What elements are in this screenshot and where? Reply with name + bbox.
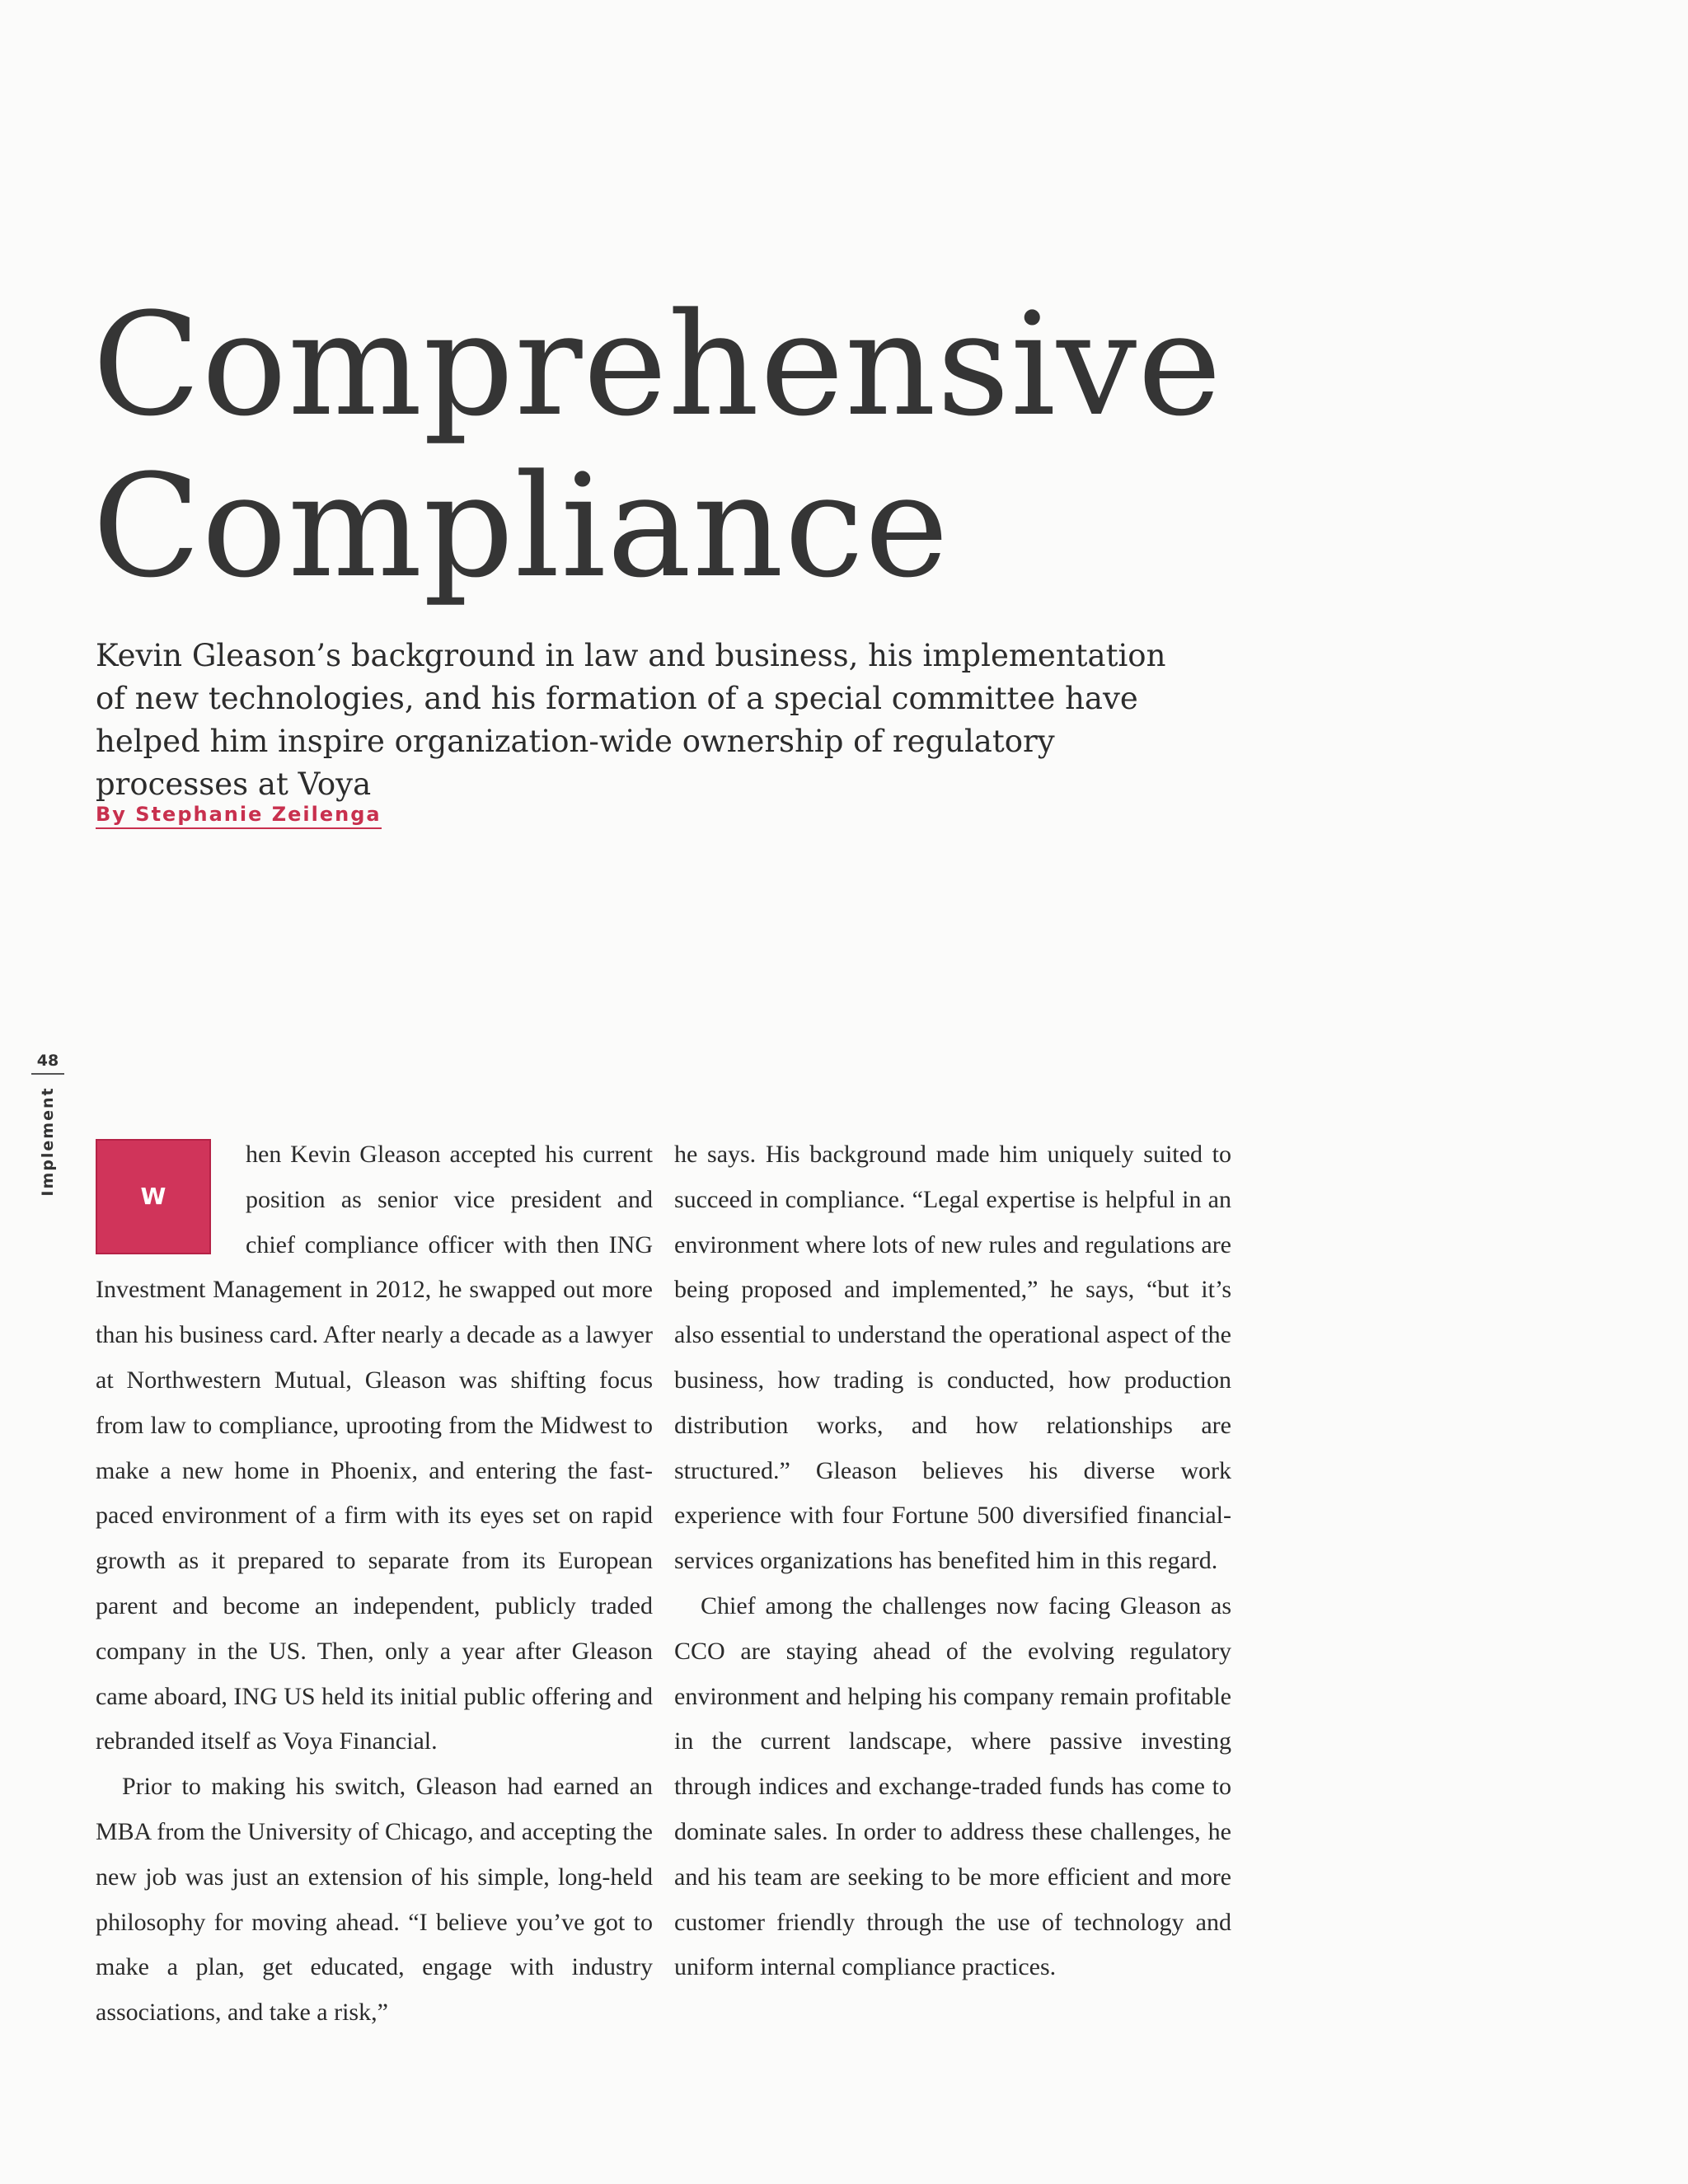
body-column-right — [674, 1132, 1231, 1990]
folio — [31, 1052, 64, 1197]
section-label: Implement — [39, 1086, 57, 1197]
article-title-line-1: Comprehensive — [92, 282, 1222, 448]
body-column-left — [96, 1132, 653, 2036]
article-title-line-2: Compliance — [92, 443, 950, 609]
body-paragraph: Prior to making his switch, Gleason had earned an MBA from the University of Chicago, and accepting the new job was just an extension of his simple, long-held philosophy for moving ahead. “I believe you’ve got to make a plan, get educated, engage with industry associations, and take a risk,” — [96, 1773, 653, 2027]
article-title — [92, 284, 1329, 607]
article-subtitle: Kevin Gleason’s background in law and business, his implementation of new technologies, and his formation of a special committee have helped him inspire organization-wide ownership of regulatory processes at Voya — [96, 638, 1166, 802]
section-label-box — [35, 1088, 61, 1195]
body-paragraph: hen Kevin Gleason accepted his current position as senior vice president and chief compliance officer with then ING Investment Management in 2012, he swapped out more than his business card. After nearly a decade as a lawyer at Northwestern Mutual, Gleason was shifting focus from law to compliance, uprooting from the Midwest to make a new home in Phoenix, and entering the fast-paced environment of a firm with its eyes set on rapid growth as it prepared to separate from its European parent and become an independent, publicly traded company in the US. Then, only a year after Gleason came aboard, ING US held its initial public offering and rebranded itself as Voya Financial. — [96, 1141, 653, 1755]
drop-cap: W — [96, 1139, 211, 1254]
article-byline: By Stephanie Zeilenga — [96, 803, 382, 829]
body-paragraph: he says. His background made him uniquely suited to succeed in compliance. “Legal expertise is helpful in an environment where lots of new rules and regulations are being proposed and implemented,” he says, “but it’s also essential to understand the operational aspect of the business, how trading is conducted, how production distribution works, and how relationships are structured.” Gleason believes his diverse work experience with four Fortune 500 diversified financial-services organizations has benefited him in this regard. — [674, 1141, 1231, 1575]
body-paragraph: Chief among the challenges now facing Gleason as CCO are staying ahead of the evolving regulatory environment and helping his company remain profitable in the current landscape, where passive investing through indices and exchange-traded funds has come to dominate sales. In order to address these challenges, he and his team are seeking to be more efficient and more customer friendly through the use of technology and uniform internal compliance practices. — [674, 1591, 1231, 1981]
page-number: 48 — [31, 1052, 64, 1075]
